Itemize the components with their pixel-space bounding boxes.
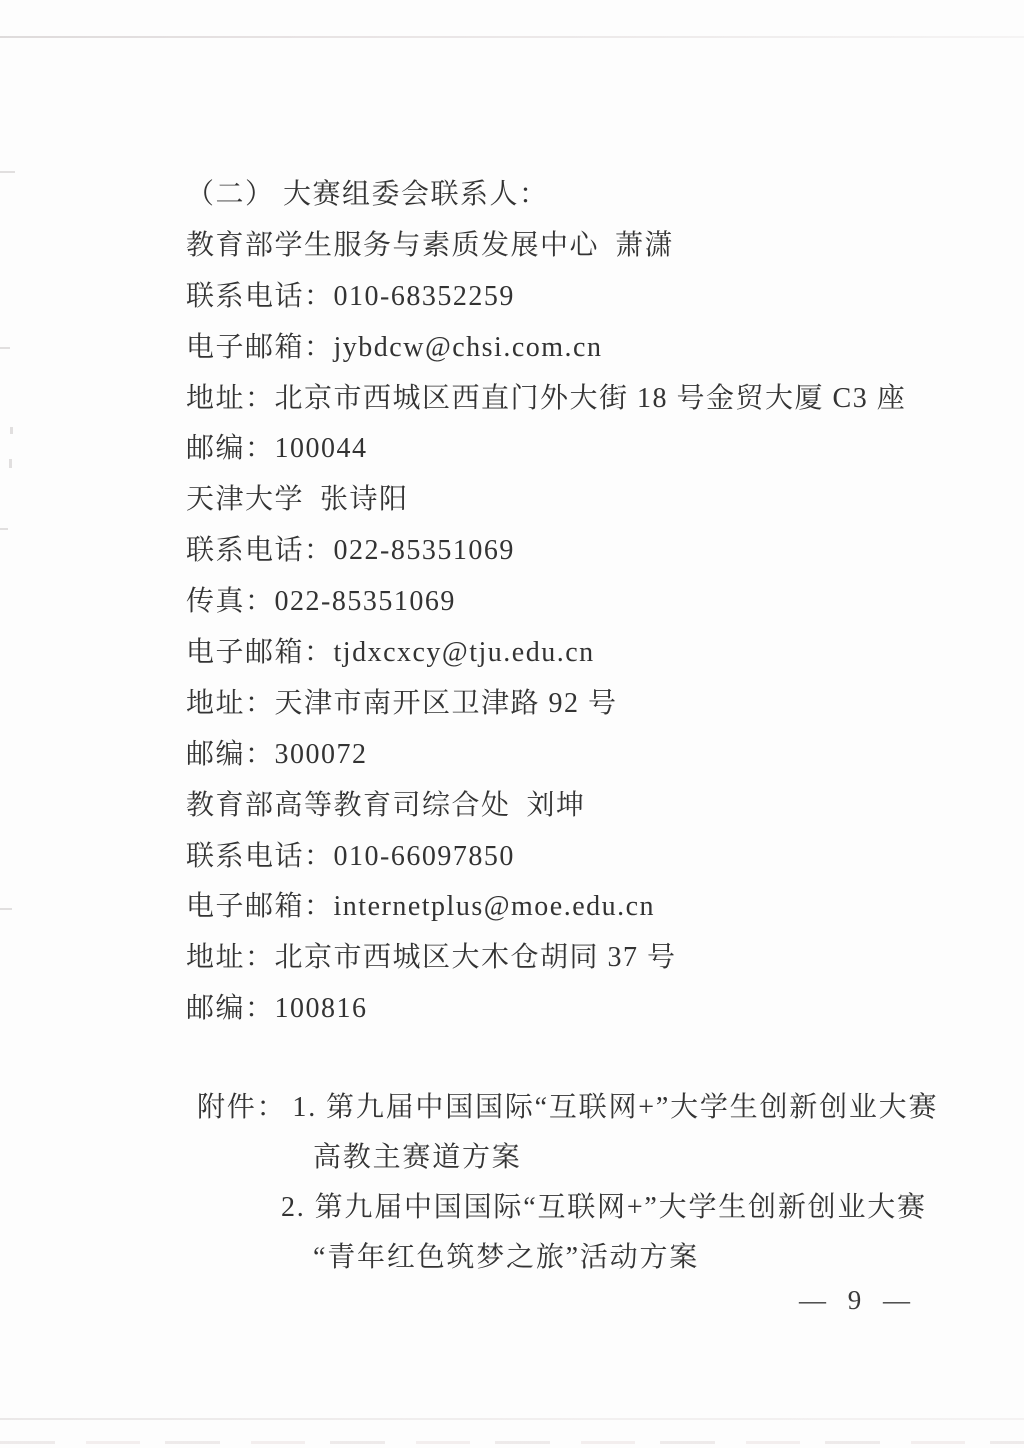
contact-person: 张诗阳 — [320, 484, 409, 516]
contact-email-line — [186, 882, 946, 933]
email-label: 电子邮箱： — [186, 331, 334, 363]
attachments-first-line — [197, 1083, 938, 1133]
contact-address-line — [186, 374, 946, 425]
contact-section — [186, 170, 946, 1035]
fax-value: 022-85351069 — [274, 586, 456, 618]
scan-artifact-edge-mark — [0, 908, 12, 910]
contact-fax-line — [186, 577, 946, 628]
attachments-label: 附件： — [197, 1092, 287, 1123]
attachment-title: 第九届中国国际“互联网+”大学生创新创业大赛 — [326, 1092, 939, 1123]
postcode-value: 100816 — [274, 993, 368, 1025]
attachment-title-continuation: “青年红色筑梦之旅”活动方案 — [313, 1242, 700, 1273]
attachments-second-line — [281, 1183, 927, 1233]
address-label: 地址： — [186, 687, 275, 719]
contact-org: 天津大学 — [186, 484, 305, 516]
contact-org-line — [186, 781, 946, 832]
postcode-value: 100044 — [274, 433, 368, 465]
contact-email-line — [186, 628, 946, 679]
contact-address-line — [186, 679, 946, 730]
scan-artifact-edge-mark — [0, 171, 15, 173]
section-heading: （二） 大赛组委会联系人： — [186, 179, 549, 210]
contact-org: 教育部学生服务与素质发展中心 — [186, 229, 600, 261]
attachment-number: 2. — [281, 1192, 306, 1223]
contact-phone-line — [186, 526, 946, 577]
email-value: internetplus@moe.edu.cn — [333, 891, 656, 923]
attachment-title-continuation: 高教主赛道方案 — [313, 1142, 522, 1173]
scan-artifact-edge-mark — [10, 427, 13, 434]
email-value: tjdxcxcy@tju.edu.cn — [333, 637, 595, 669]
address-label: 地址： — [186, 942, 275, 974]
scan-artifact-edge-mark — [0, 528, 8, 530]
postcode-label: 邮编： — [186, 738, 275, 770]
attachment-number: 1. — [292, 1092, 318, 1123]
address-value: 北京市西城区大木仓胡同 37 号 — [274, 942, 677, 974]
fax-label: 传真： — [186, 586, 275, 618]
contact-org: 教育部高等教育司综合处 — [186, 789, 511, 821]
email-label: 电子邮箱： — [186, 891, 334, 923]
contact-phone-line — [186, 832, 946, 883]
phone-label: 联系电话： — [186, 280, 334, 312]
page-number: — 9 — — [799, 1285, 912, 1315]
contact-phone-line — [186, 272, 946, 323]
address-label: 地址： — [186, 382, 275, 414]
phone-value: 010-68352259 — [333, 280, 515, 312]
email-value: jybdcw@chsi.com.cn — [333, 331, 603, 363]
phone-value: 010-66097850 — [333, 840, 515, 872]
address-value: 天津市南开区卫津路 92 号 — [274, 687, 618, 719]
email-label: 电子邮箱： — [186, 637, 334, 669]
contact-postcode-line — [186, 730, 946, 781]
contact-org-line — [186, 475, 946, 526]
postcode-value: 300072 — [274, 738, 368, 770]
scan-artifact-bottom-line — [0, 1418, 1024, 1420]
postcode-label: 邮编： — [186, 433, 275, 465]
contact-postcode-line — [186, 984, 946, 1035]
scan-artifact-edge-mark — [9, 459, 12, 468]
contact-person: 刘坤 — [526, 789, 586, 821]
contact-email-line — [186, 323, 946, 374]
attachment-title: 第九届中国国际“互联网+”大学生创新创业大赛 — [314, 1192, 927, 1223]
contact-person: 萧潇 — [615, 229, 675, 261]
scan-artifact-edge-mark — [0, 347, 10, 349]
scan-artifact-bottom-dashes — [0, 1441, 1024, 1444]
contact-org-line — [186, 221, 946, 272]
phone-label: 联系电话： — [186, 840, 334, 872]
scan-artifact-top-line — [0, 36, 1024, 38]
contact-address-line — [186, 933, 946, 984]
postcode-label: 邮编： — [186, 993, 275, 1025]
phone-label: 联系电话： — [186, 535, 334, 567]
phone-value: 022-85351069 — [333, 535, 515, 567]
address-value: 北京市西城区西直门外大街 18 号金贸大厦 C3 座 — [274, 382, 907, 414]
contact-postcode-line — [186, 424, 946, 475]
